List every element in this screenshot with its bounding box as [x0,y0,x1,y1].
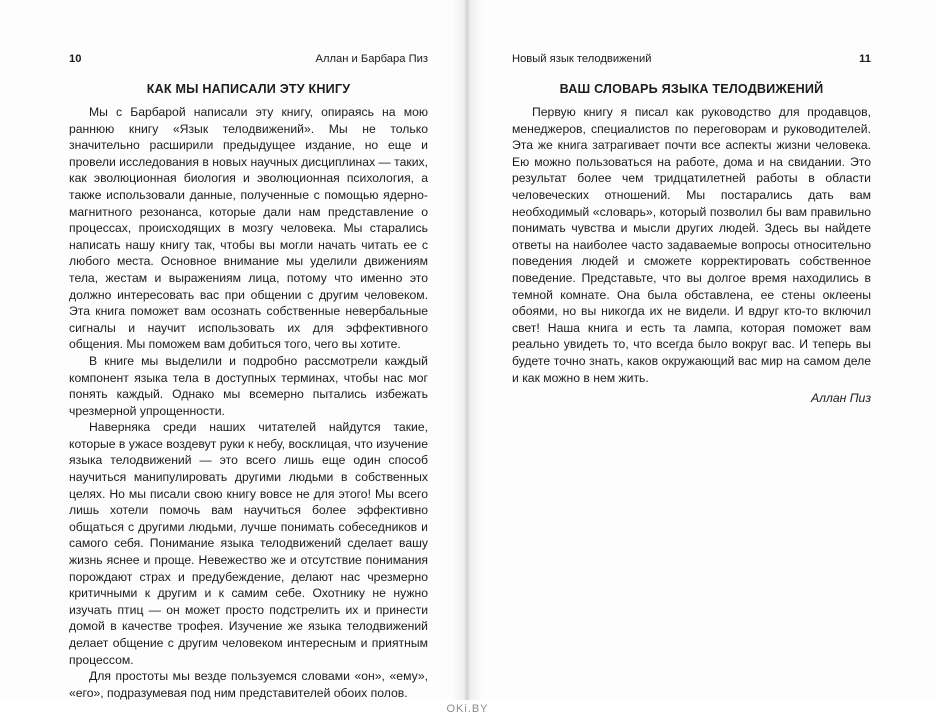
running-header: Новый язык телодвижений [512,53,652,65]
book-gutter-shadow [452,0,482,700]
paragraph: Мы с Барбарой написали эту книгу, опираясь на мою раннюю книгу «Язык телодвижений». Мы не только значительно расширили предыдущее издание, но еще и провели исследования в новых научных дисциплинах — таких, как эволюционная биология и эволюционная психология, а также использовали данные, полученные с помощью ядерно-магнитного резонанса, которые дали нам представление о процессах, происходящих в мозгу человека. Мы старались написать нашу книгу так, чтобы вы могли начать читать ее с любого места. Основное внимание мы уделили движениям тела, жестам и выражениям лица, потому что именно это должно интересовать вас при общении с другим человеком. Эта книга поможет вам осознать собственные невербальные сигналы и научит использовать их для эффективного общения. Мы поможем вам добиться того, чего вы хотите. [69,105,428,352]
page-body [69,104,428,701]
paragraph: Первую книгу я писал как руководство для продавцов, менеджеров, специалистов по переговорам и руководителей. Эта же книга затрагивает почти все аспекты жизни человека. Ею можно пользоваться на работе, дома и на свидании. Это результат более чем тридцатилетней работы в области человеческих отношений. Мы постарались дать вам необходимый «словарь», который позволил бы вам правильно понимать чувства и мысли других людей. Здесь вы найдете ответы на наиболее часто задаваемые вопросы относительно поведения людей и сможете корректировать собственное поведение. Представьте, что вы долгое время находились в темной комнате. Она была обставлена, ее стены оклеены обоями, но вы никогда их не видели. И вдруг кто-то включил свет! Наша книга и есть та лампа, которая поможет вам реально увидеть то, что всегда было вокруг вас. И теперь вы будете точно знать, каков окружающий вас мир на самом деле и как можно в нем жить. [512,105,871,385]
right-page [470,0,935,700]
paragraph: Для простоты мы везде пользуемся словами «он», «ему», «его», подразумевая под ним представителей обоих полов. [69,669,428,700]
chapter-title: КАК МЫ НАПИСАЛИ ЭТУ КНИГУ [146,82,351,96]
site-watermark: OKi.BY [446,703,489,715]
running-header: Аллан и Барбара Пиз [315,53,428,65]
author-signature: Аллан Пиз [810,391,871,406]
page-number: 11 [859,53,871,65]
chapter-title: ВАШ СЛОВАРЬ ЯЗЫКА ТЕЛОДВИЖЕНИЙ [559,82,824,96]
paragraph: Наверняка среди наших читателей найдутся такие, которые в ужасе воздевут руки к небу, восклицая, что изучение языка телодвижений — это всего лишь еще один способ научиться манипулировать другими людьми в собственных целях. Но мы писали свою книгу вовсе не для этого! Мы всего лишь хотели помочь вам научиться более эффективно общаться с другими людьми, лучше понимать собеседников и самого себя. Понимание языка телодвижений сделает вашу жизнь яснее и проще. Невежество же и отсутствие понимания порождают страх и предубеждение, делают нас чрезмерно критичными к другим и к самим себе. Охотнику не нужно изучать птиц — он может просто подстрелить их и принести домой в качестве трофея. Изучение же языка телодвижений делает общение с другим человеком интересным и приятным процессом. [69,420,428,667]
page-number: 10 [69,53,82,65]
paragraph: В книге мы выделили и подробно рассмотрели каждый компонент языка тела в доступных терминах, чтобы нас мог понять каждый. Однако мы всемерно пытались избежать чрезмерной упрощенности. [69,353,428,418]
left-page [0,0,466,700]
page-body [512,104,871,407]
